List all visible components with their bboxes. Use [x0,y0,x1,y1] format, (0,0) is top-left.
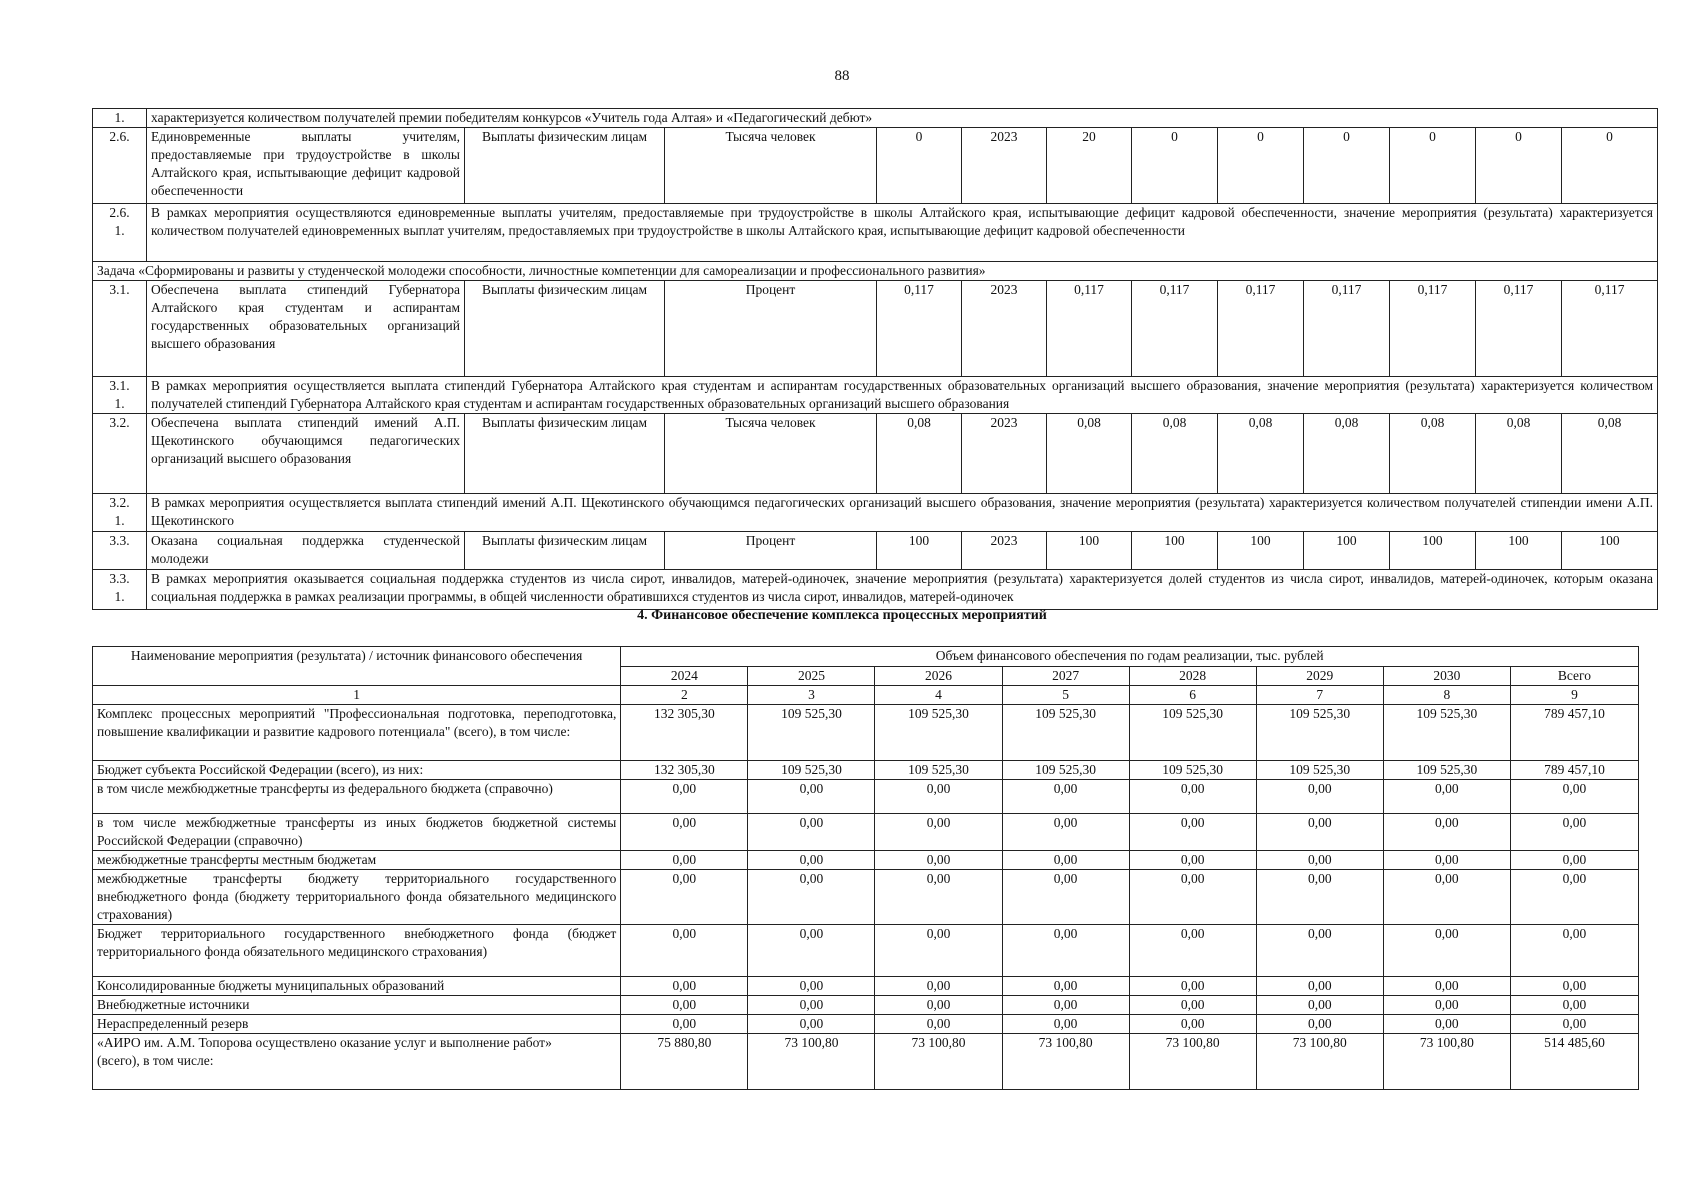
funding-amount: 73 100,80 [1383,1034,1510,1090]
unit-of-measure: Тысяча человек [665,128,877,204]
results-table [92,108,1658,610]
table-row [93,414,1658,494]
funding-amount: 109 525,30 [1256,705,1383,761]
funding-amount: 0,00 [621,996,748,1015]
funding-amount: 0,00 [1256,1015,1383,1034]
row-number: 3.3. [93,532,147,570]
year-value: 0 [1132,128,1218,204]
funding-amount: 0,00 [748,977,875,996]
row-description: характеризуется количеством получателей премии победителям конкурсов «Учитель года Алтая» и «Педагогический дебют» [147,109,1658,128]
funding-amount: 0,00 [748,1015,875,1034]
table-row [93,570,1658,610]
table-row [93,996,1639,1015]
funding-amount: 0,00 [1510,996,1638,1015]
year-value: 0,08 [1562,414,1658,494]
year-value: 0,08 [1390,414,1476,494]
year-value: 0,08 [1047,414,1132,494]
funding-amount: 0,00 [1002,996,1129,1015]
funding-source-label: Бюджет субъекта Российской Федерации (всего), из них: [93,761,621,780]
year-value: 100 [1218,532,1304,570]
funding-amount: 0,00 [1256,870,1383,925]
funding-amount: 73 100,80 [1002,1034,1129,1090]
funding-amount: 0,00 [1510,977,1638,996]
table-row [93,1015,1639,1034]
result-type: Выплаты физическим лицам [465,532,665,570]
funding-amount: 0,00 [1256,996,1383,1015]
column-number: 4 [875,686,1002,705]
year-value: 0,117 [1390,281,1476,377]
funding-amount: 0,00 [748,870,875,925]
year-value: 100 [1390,532,1476,570]
funding-amount: 0,00 [1383,1015,1510,1034]
base-value: 0,117 [877,281,962,377]
year-value: 100 [1476,532,1562,570]
year-value: 0,117 [1132,281,1218,377]
funding-amount: 0,00 [1510,851,1638,870]
table-row [93,377,1658,414]
funding-amount: 0,00 [1383,977,1510,996]
funding-source-label: межбюджетные трансферты бюджету территориального государственного внебюджетного фонда (бюджету территориального фонда обязательного медицинского страхования) [93,870,621,925]
column-number: 6 [1129,686,1256,705]
funding-amount: 0,00 [1256,925,1383,977]
funding-amount: 0,00 [1256,814,1383,851]
funding-source-label: в том числе межбюджетные трансферты из федерального бюджета (справочно) [93,780,621,814]
year-value: 0,117 [1218,281,1304,377]
funding-amount: 0,00 [875,996,1002,1015]
funding-source-label: межбюджетные трансферты местным бюджетам [93,851,621,870]
unit-of-measure: Процент [665,281,877,377]
row-number: 3.1. [93,281,147,377]
year-value: 0,08 [1476,414,1562,494]
funding-amount: 0,00 [1129,851,1256,870]
result-name: Обеспечена выплата стипендий Губернатора Алтайского края студентам и аспирантам государственных образовательных организаций высшего образования [147,281,465,377]
year-value: 0,117 [1047,281,1132,377]
funding-amount: 0,00 [1383,814,1510,851]
funding-amount: 514 485,60 [1510,1034,1638,1090]
year-header: Всего [1510,667,1638,686]
year-value: 100 [1132,532,1218,570]
base-year: 2023 [962,128,1047,204]
funding-amount: 0,00 [1510,814,1638,851]
funding-amount: 0,00 [1510,780,1638,814]
funding-amount: 0,00 [621,977,748,996]
funding-amount: 0,00 [1002,1015,1129,1034]
table-row [93,761,1639,780]
funding-amount: 0,00 [1383,996,1510,1015]
funding-amount: 73 100,80 [875,1034,1002,1090]
table-row [93,109,1658,128]
result-type: Выплаты физическим лицам [465,414,665,494]
table-row [93,814,1639,851]
year-header: 2025 [748,667,875,686]
funding-source-label: в том числе межбюджетные трансферты из иных бюджетов бюджетной системы Российской Федерации (справочно) [93,814,621,851]
funding-amount: 0,00 [621,814,748,851]
row-description: В рамках мероприятия осуществляются единовременные выплаты учителям, предоставляемые при трудоустройстве в школы Алтайского края, испытывающие дефицит кадровой обеспеченности, значение мероприятия (результата) характеризуется количеством получателей единовременных выплат учителям, предоставляемых при трудоустройстве в школы Алтайского края, испытывающие дефицит кадровой обеспеченности [147,204,1658,262]
table-row [93,494,1658,532]
funding-amount: 0,00 [875,780,1002,814]
funding-amount: 0,00 [875,1015,1002,1034]
year-header: 2027 [1002,667,1129,686]
year-value: 0 [1476,128,1562,204]
row-number: 3.2. 1. [93,494,147,532]
row-number: 3.2. [93,414,147,494]
funding-amount: 0,00 [1002,977,1129,996]
base-year: 2023 [962,414,1047,494]
funding-amount: 0,00 [1002,780,1129,814]
year-header: 2029 [1256,667,1383,686]
funding-amount: 0,00 [748,925,875,977]
table-row [93,705,1639,761]
year-value: 0 [1304,128,1390,204]
table-row [93,851,1639,870]
funding-amount: 0,00 [621,780,748,814]
table-row [93,1034,1639,1090]
year-value: 0,117 [1562,281,1658,377]
funding-amount: 0,00 [621,870,748,925]
funding-amount: 0,00 [1002,925,1129,977]
result-type: Выплаты физическим лицам [465,281,665,377]
year-value: 0,117 [1476,281,1562,377]
year-value: 0,08 [1132,414,1218,494]
year-value: 0 [1562,128,1658,204]
year-value: 100 [1562,532,1658,570]
funding-amount: 109 525,30 [875,761,1002,780]
funding-amount: 0,00 [1256,851,1383,870]
funding-source-label: Внебюджетные источники [93,996,621,1015]
result-name: Обеспечена выплата стипендий имений А.П. Щекотинского обучающимся педагогических организаций высшего образования [147,414,465,494]
funding-amount: 0,00 [1002,814,1129,851]
funding-amount: 109 525,30 [1002,761,1129,780]
funding-amount: 0,00 [1383,780,1510,814]
header-name: Наименование мероприятия (результата) / источник финансового обеспечения [93,647,621,686]
funding-amount: 73 100,80 [748,1034,875,1090]
unit-of-measure: Процент [665,532,877,570]
funding-amount: 0,00 [748,814,875,851]
result-type: Выплаты физическим лицам [465,128,665,204]
row-number: 2.6. 1. [93,204,147,262]
funding-amount: 0,00 [875,925,1002,977]
page-number: 88 [834,68,850,84]
column-number: 9 [1510,686,1638,705]
funding-amount: 0,00 [1510,925,1638,977]
funding-source-label: Нераспределенный резерв [93,1015,621,1034]
row-number: 2.6. [93,128,147,204]
funding-amount: 0,00 [1002,851,1129,870]
table-row [93,532,1658,570]
row-number: 3.3. 1. [93,570,147,610]
financing-table [92,646,1639,1090]
funding-source-label: Консолидированные бюджеты муниципальных образований [93,977,621,996]
funding-amount: 0,00 [1129,1015,1256,1034]
funding-amount: 0,00 [1256,977,1383,996]
funding-amount: 0,00 [621,925,748,977]
column-number: 3 [748,686,875,705]
funding-amount: 75 880,80 [621,1034,748,1090]
funding-amount: 132 305,30 [621,761,748,780]
row-description: В рамках мероприятия осуществляется выплата стипендий имений А.П. Щекотинского обучающимся педагогических организаций высшего образования, значение мероприятия (результата) характеризуется количеством получателей стипендии имени А.П. Щекотинского [147,494,1658,532]
table-row [93,262,1658,281]
column-number: 2 [621,686,748,705]
table-row [93,204,1658,262]
year-header: 2024 [621,667,748,686]
funding-amount: 0,00 [748,851,875,870]
funding-source-label: Комплекс процессных мероприятий "Профессиональная подготовка, переподготовка, повышение квалификации и развитие кадрового потенциала" (всего), в том числе: [93,705,621,761]
base-value: 0,08 [877,414,962,494]
funding-amount: 109 525,30 [748,705,875,761]
table-row [93,925,1639,977]
funding-amount: 109 525,30 [875,705,1002,761]
year-header: 2030 [1383,667,1510,686]
funding-amount: 0,00 [621,851,748,870]
funding-source-label: Бюджет территориального государственного внебюджетного фонда (бюджет территориального фонда обязательного медицинского страхования) [93,925,621,977]
funding-amount: 109 525,30 [1129,705,1256,761]
funding-amount: 109 525,30 [1256,761,1383,780]
task-heading: Задача «Сформированы и развиты у студенческой молодежи способности, личностные компетенции для самореализации и профессионального развития» [93,262,1658,281]
column-number: 1 [93,686,621,705]
year-value: 20 [1047,128,1132,204]
base-year: 2023 [962,281,1047,377]
row-number: 3.1. 1. [93,377,147,414]
table-row [93,870,1639,925]
funding-amount: 0,00 [1510,1015,1638,1034]
funding-amount: 73 100,80 [1256,1034,1383,1090]
base-value: 0 [877,128,962,204]
funding-amount: 0,00 [748,780,875,814]
header-volume: Объем финансового обеспечения по годам реализации, тыс. рублей [621,647,1639,667]
column-number: 5 [1002,686,1129,705]
funding-amount: 0,00 [1129,780,1256,814]
funding-amount: 0,00 [1383,925,1510,977]
year-value: 0 [1218,128,1304,204]
funding-amount: 73 100,80 [1129,1034,1256,1090]
funding-amount: 109 525,30 [1129,761,1256,780]
year-value: 0,117 [1304,281,1390,377]
funding-amount: 0,00 [621,1015,748,1034]
year-value: 100 [1304,532,1390,570]
funding-amount: 0,00 [875,851,1002,870]
funding-amount: 0,00 [875,870,1002,925]
table-row [93,128,1658,204]
funding-amount: 0,00 [748,996,875,1015]
funding-amount: 789 457,10 [1510,761,1638,780]
unit-of-measure: Тысяча человек [665,414,877,494]
funding-amount: 0,00 [1383,851,1510,870]
funding-amount: 0,00 [875,814,1002,851]
funding-amount: 0,00 [1383,870,1510,925]
table-row [93,780,1639,814]
funding-amount: 0,00 [1129,977,1256,996]
table-row [93,977,1639,996]
year-value: 0 [1390,128,1476,204]
funding-amount: 109 525,30 [1383,761,1510,780]
row-description: В рамках мероприятия осуществляется выплата стипендий Губернатора Алтайского края студентам и аспирантам государственных образовательных организаций высшего образования, значение мероприятия (результата) характеризуется количеством получателей стипендий Губернатора Алтайского края студентам и аспирантам государственных образовательных организаций высшего образования [147,377,1658,414]
base-year: 2023 [962,532,1047,570]
result-name: Оказана социальная поддержка студенческой молодежи [147,532,465,570]
funding-amount: 132 305,30 [621,705,748,761]
row-number: 1. [93,109,147,128]
year-header: 2026 [875,667,1002,686]
funding-source-label: «АИРО им. А.М. Топорова осуществлено оказание услуг и выполнение работ» (всего), в том числе: [93,1034,621,1090]
funding-amount: 109 525,30 [1383,705,1510,761]
funding-amount: 789 457,10 [1510,705,1638,761]
year-header: 2028 [1129,667,1256,686]
funding-amount: 0,00 [1510,870,1638,925]
funding-amount: 0,00 [875,977,1002,996]
section-title: 4. Финансовое обеспечение комплекса процессных мероприятий [637,608,1047,623]
column-number: 7 [1256,686,1383,705]
year-value: 100 [1047,532,1132,570]
funding-amount: 109 525,30 [748,761,875,780]
row-description: В рамках мероприятия оказывается социальная поддержка студентов из числа сирот, инвалидов, матерей-одиночек, значение мероприятия (результата) характеризуется долей студентов из числа сирот, инвалидов, матерей-одиночек, которым оказана социальная поддержка в рамках реализации программы, в общей численности обратившихся студентов из числа сирот, инвалидов, матерей-одиночек [147,570,1658,610]
funding-amount: 0,00 [1129,814,1256,851]
result-name: Единовременные выплаты учителям, предоставляемые при трудоустройстве в школы Алтайского края, испытывающие дефицит кадровой обеспеченности [147,128,465,204]
funding-amount: 109 525,30 [1002,705,1129,761]
base-value: 100 [877,532,962,570]
funding-amount: 0,00 [1129,870,1256,925]
funding-amount: 0,00 [1256,780,1383,814]
column-number: 8 [1383,686,1510,705]
table-row [93,281,1658,377]
funding-amount: 0,00 [1129,996,1256,1015]
funding-amount: 0,00 [1129,925,1256,977]
year-value: 0,08 [1218,414,1304,494]
year-value: 0,08 [1304,414,1390,494]
funding-amount: 0,00 [1002,870,1129,925]
